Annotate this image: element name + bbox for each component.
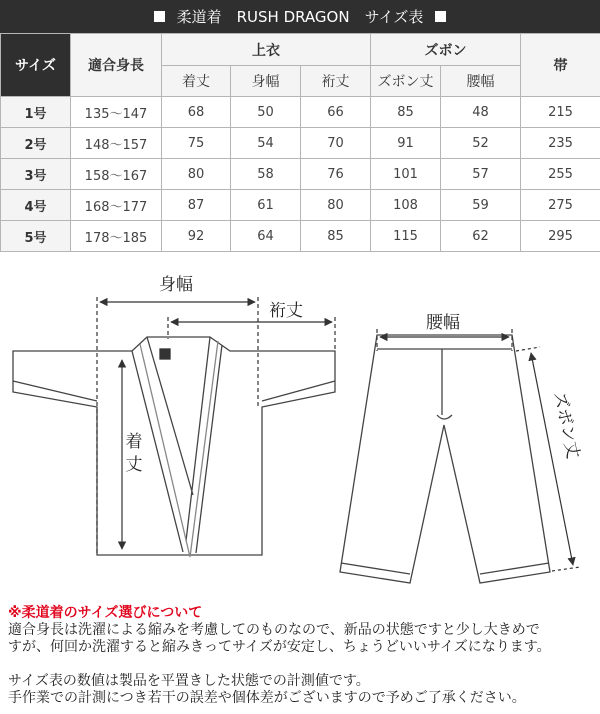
size-header: サイズ bbox=[1, 34, 71, 97]
row-zubontake: 91 bbox=[371, 128, 441, 159]
size-table bbox=[0, 33, 600, 252]
notes-line: すが、何回か洗濯すると縮みきってサイズが安定し、ちょうどいいサイズになります。 bbox=[8, 639, 551, 655]
measurement-diagram bbox=[0, 265, 600, 605]
banner-title: 柔道着 RUSH DRAGON サイズ表 bbox=[176, 8, 424, 26]
col-kitake: 着丈 bbox=[162, 66, 231, 97]
row-kitake: 80 bbox=[162, 159, 231, 190]
row-zubontake: 85 bbox=[371, 97, 441, 128]
row-zubontake: 101 bbox=[371, 159, 441, 190]
row-kitake: 92 bbox=[162, 221, 231, 252]
col-koshihaba: 腰幅 bbox=[441, 66, 521, 97]
row-height: 148〜157 bbox=[71, 128, 162, 159]
row-size: 5号 bbox=[1, 221, 71, 252]
size-notes bbox=[8, 605, 598, 707]
table-row bbox=[1, 221, 600, 252]
row-obi: 295 bbox=[521, 221, 600, 252]
row-yukitake: 80 bbox=[301, 190, 371, 221]
row-size: 2号 bbox=[1, 128, 71, 159]
label-yukitake: 裄丈 bbox=[269, 301, 303, 321]
row-mihaba: 58 bbox=[231, 159, 301, 190]
col-mihaba: 身幅 bbox=[231, 66, 301, 97]
square-icon bbox=[154, 11, 165, 22]
label-koshihaba: 腰幅 bbox=[426, 313, 460, 333]
row-mihaba: 61 bbox=[231, 190, 301, 221]
row-zubontake: 115 bbox=[371, 221, 441, 252]
jacket-drawing bbox=[13, 337, 335, 557]
row-size: 1号 bbox=[1, 97, 71, 128]
table-row bbox=[1, 128, 600, 159]
row-yukitake: 85 bbox=[301, 221, 371, 252]
label-mihaba: 身幅 bbox=[159, 275, 193, 295]
notes-line: サイズ表の数値は製品を平置きした状態での計測値です。 bbox=[8, 673, 370, 689]
row-kitake: 87 bbox=[162, 190, 231, 221]
tag-icon bbox=[160, 349, 170, 359]
notes-title: ※柔道着のサイズ選びについて bbox=[8, 605, 203, 621]
row-zubontake: 108 bbox=[371, 190, 441, 221]
table-row bbox=[1, 190, 600, 221]
row-koshihaba: 59 bbox=[441, 190, 521, 221]
row-mihaba: 64 bbox=[231, 221, 301, 252]
belt-header: 帯 bbox=[521, 34, 600, 97]
label-kitake-1: 着 bbox=[125, 432, 143, 452]
row-yukitake: 66 bbox=[301, 97, 371, 128]
row-koshihaba: 57 bbox=[441, 159, 521, 190]
row-kitake: 68 bbox=[162, 97, 231, 128]
row-size: 4号 bbox=[1, 190, 71, 221]
table-row bbox=[1, 97, 600, 128]
row-mihaba: 54 bbox=[231, 128, 301, 159]
row-obi: 235 bbox=[521, 128, 600, 159]
jacket-header: 上衣 bbox=[162, 34, 371, 66]
row-obi: 255 bbox=[521, 159, 600, 190]
row-height: 168〜177 bbox=[71, 190, 162, 221]
height-header: 適合身長 bbox=[71, 34, 162, 97]
row-obi: 215 bbox=[521, 97, 600, 128]
pants-drawing bbox=[340, 335, 550, 583]
label-zubontake: ズボン丈 bbox=[549, 389, 583, 461]
square-icon bbox=[435, 11, 446, 22]
row-yukitake: 70 bbox=[301, 128, 371, 159]
row-koshihaba: 62 bbox=[441, 221, 521, 252]
row-height: 135〜147 bbox=[71, 97, 162, 128]
pants-header: ズボン bbox=[371, 34, 521, 66]
row-koshihaba: 52 bbox=[441, 128, 521, 159]
row-mihaba: 50 bbox=[231, 97, 301, 128]
title-banner bbox=[0, 0, 600, 33]
label-kitake-2: 丈 bbox=[125, 455, 143, 475]
row-height: 178〜185 bbox=[71, 221, 162, 252]
row-yukitake: 76 bbox=[301, 159, 371, 190]
table-row bbox=[1, 159, 600, 190]
col-yukitake: 裄丈 bbox=[301, 66, 371, 97]
notes-line: 適合身長は洗濯による縮みを考慮してのものなので、新品の状態ですと少し大きめで bbox=[8, 622, 540, 638]
notes-line: 手作業での計測につき若干の誤差や個体差がございますので予めご了承ください。 bbox=[8, 690, 526, 706]
row-obi: 275 bbox=[521, 190, 600, 221]
row-size: 3号 bbox=[1, 159, 71, 190]
col-zubontake: ズボン丈 bbox=[371, 66, 441, 97]
row-kitake: 75 bbox=[162, 128, 231, 159]
row-koshihaba: 48 bbox=[441, 97, 521, 128]
row-height: 158〜167 bbox=[71, 159, 162, 190]
